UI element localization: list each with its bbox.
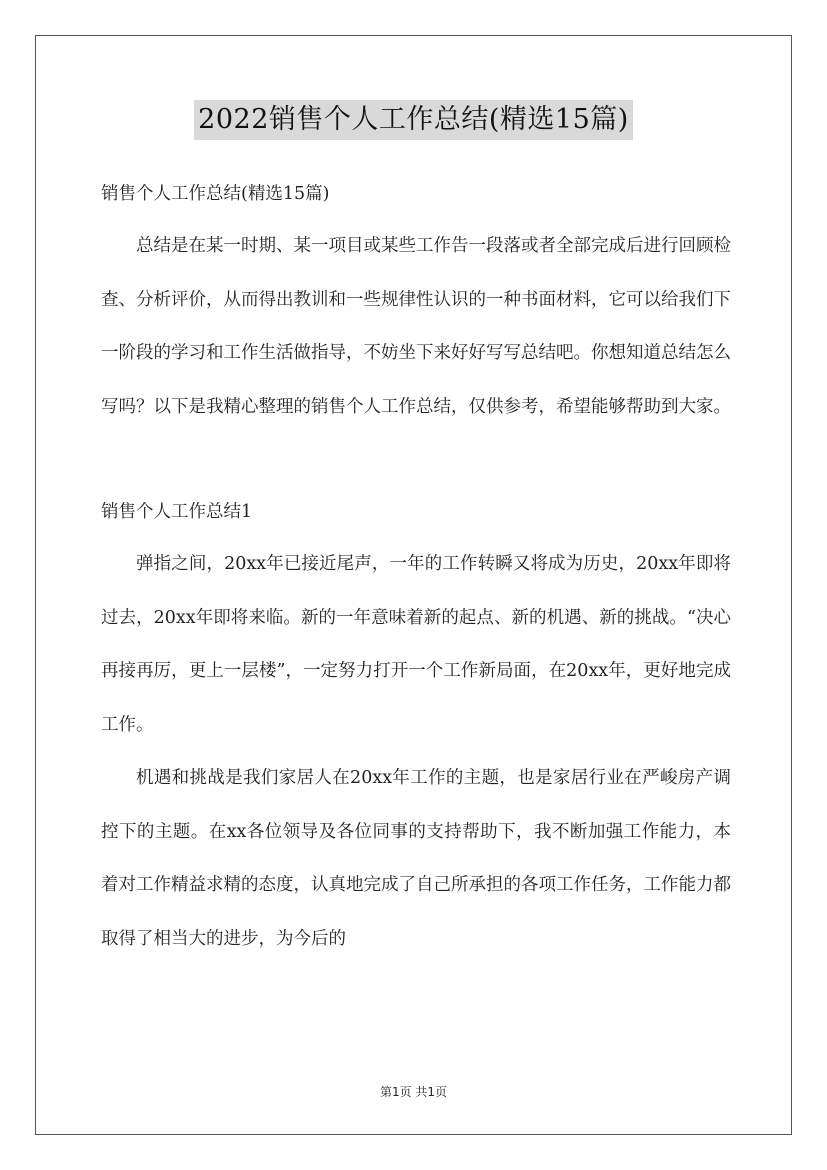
- intro-paragraph: 总结是在某一时期、某一项目或某些工作告一段落或者全部完成后进行回顾检查、分析评价，从而得出教训和一些规律性认识的一种书面材料，它可以给我们下一阶段的学习和工作生活做指导，不妨坐下来好好写写总结吧。你想知道总结怎么写吗？以下是我精心整理的销售个人工作总结，仅供参考，希望能够帮助到大家。: [101, 236, 731, 417]
- section-spacer: [101, 434, 731, 486]
- section-paragraph-1: 弹指之间，20xx年已接近尾声，一年的工作转瞬又将成为历史，20xx年即将过去，20xx年即将来临。新的一年意味着新的起点、新的机遇、新的挑战。“决心再接再厉，更上一层楼”，一定努力打开一个工作新局面，在20xx年，更好地完成工作。: [101, 554, 731, 735]
- page-footer: 第1页 共1页: [379, 1085, 448, 1099]
- document-title: 2022销售个人工作总结(精选15篇): [194, 100, 633, 140]
- title-container: [0, 100, 827, 140]
- subtitle: 销售个人工作总结(精选15篇): [101, 184, 330, 204]
- document-body: [101, 168, 731, 966]
- section-heading: 销售个人工作总结1: [101, 502, 253, 522]
- section-paragraph-2: 机遇和挑战是我们家居人在20xx年工作的主题，也是家居行业在严峻房产调控下的主题。在xx各位领导及各位同事的支持帮助下，我不断加强工作能力，本着对工作精益求精的态度，认真地完成了自己所承担的各项工作任务，工作能力都取得了相当大的进步，为今后的: [101, 768, 731, 949]
